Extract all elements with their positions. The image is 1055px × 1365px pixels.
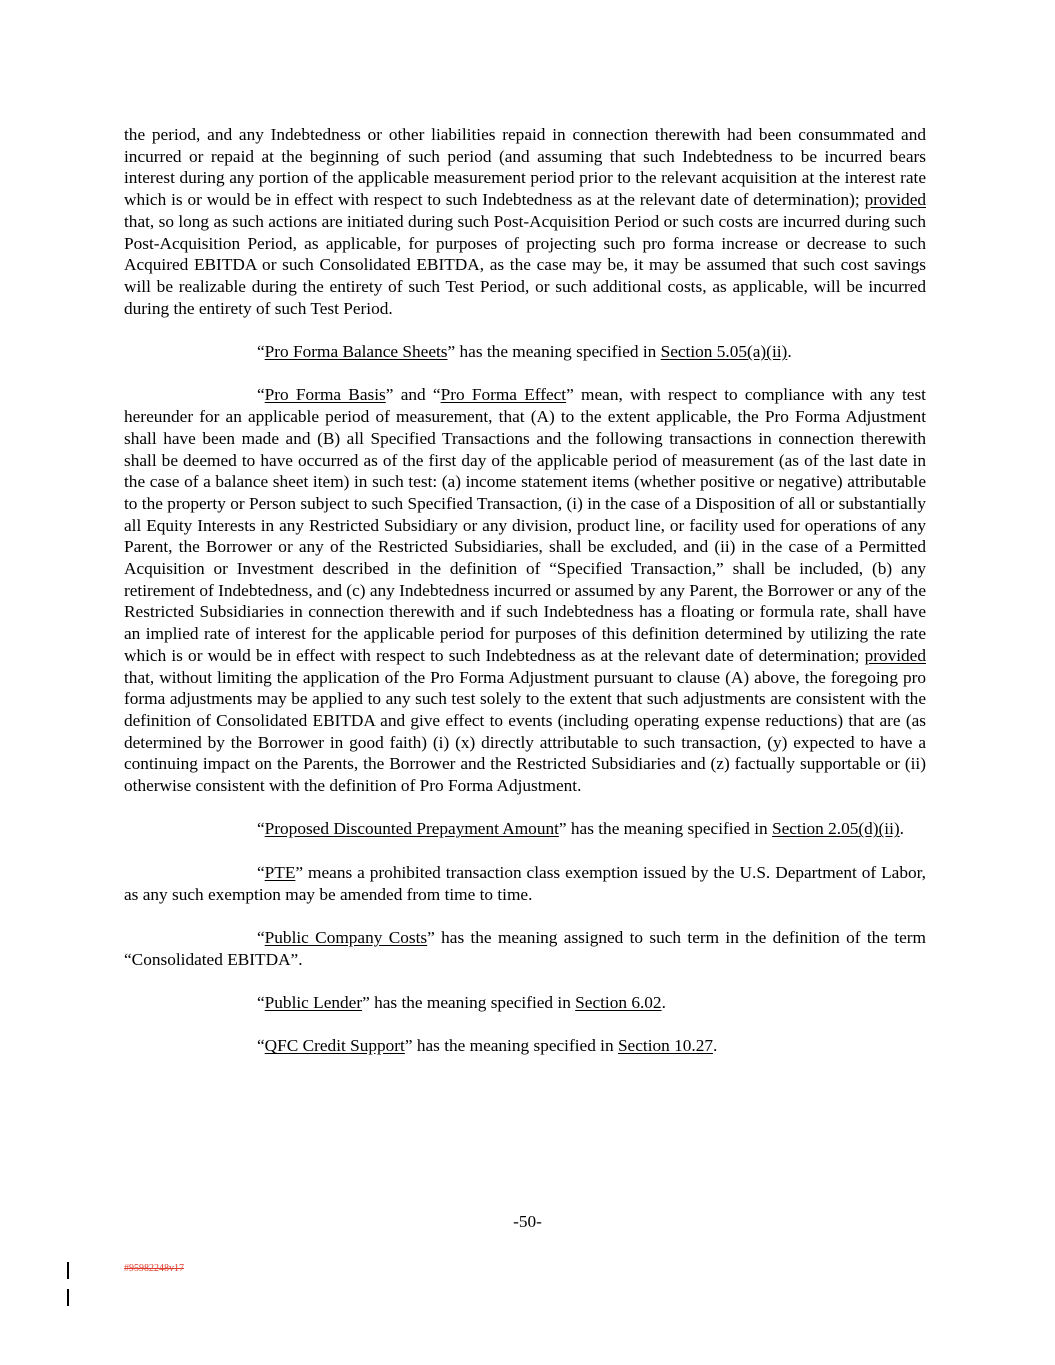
provided-term: provided [864, 190, 927, 210]
definition-public-company-costs: “Public Company Costs” has the meaning assigned to such term in the definition of the term “Consolidated EBITDA”. [124, 927, 926, 969]
defined-term: Pro Forma Balance Sheets [264, 342, 448, 362]
section-reference: Section 5.05(a)(ii) [660, 342, 788, 362]
paragraph-continuation: the period, and any Indebtedness or other liabilities repaid in connection therewith had been consummated and incurred or repaid at the beginning of such period (and assuming that such Indebtedness to be incurred bears interest during any portion of the applicable measurement period prior to the relevant acquisition at the interest rate which is or would be in effect with respect to such Indebtedness as at the relevant date of determination); provided that, so long as such actions are initiated during such Post-Acquisition Period or such costs are incurred during such Post-Acquisition Period, as applicable, for purposes of projecting such pro forma increase or decrease to such Acquired EBITDA or such Consolidated EBITDA, as the case may be, it may be assumed that such cost savings will be realizable during the entirety of such Test Period, or such additional costs, as applicable, will be incurred during the entirety of such Test Period. [124, 125, 927, 318]
defined-term: Public Company Costs [264, 927, 428, 947]
section-reference: Section 10.27 [617, 1036, 713, 1056]
definition-public-lender: “Public Lender” has the meaning specified in Section 6.02. [257, 993, 666, 1013]
page-number: -50- [513, 1212, 542, 1231]
document-id: #95982248v17 [124, 1263, 184, 1274]
provided-term: provided [864, 645, 926, 665]
section-reference: Section 6.02 [575, 993, 662, 1013]
change-bar [67, 1262, 69, 1279]
defined-term: Public Lender [264, 993, 363, 1013]
defined-term: Pro Forma Effect [440, 385, 567, 405]
section-reference: Section 2.05(d)(ii) [771, 819, 900, 839]
definition-qfc-credit-support: “QFC Credit Support” has the meaning specified in Section 10.27. [257, 1036, 718, 1056]
defined-term: QFC Credit Support [264, 1036, 405, 1056]
definition-proposed-discounted-prepayment-amount: “Proposed Discounted Prepayment Amount” has the meaning specified in Section 2.05(d)(ii). [257, 819, 904, 839]
definition-pte: “PTE” means a prohibited transaction class exemption issued by the U.S. Department of Labor, as any such exemption may be amended from time to time. [124, 862, 926, 904]
change-bar [67, 1289, 69, 1306]
defined-term: Proposed Discounted Prepayment Amount [264, 819, 559, 839]
definition-pro-forma-basis: “Pro Forma Basis” and “Pro Forma Effect” mean, with respect to compliance with any test hereunder for an applicable period of measurement, that (A) to the extent applicable, the Pro Forma Adjustment shall have been made and (B) all Specified Transactions and the following transactions in connection therewith shall be deemed to have occurred as of the first day of the applicable period of measurement (as of the last date in the case of a balance sheet item) in such test: (a) income statement items (whether positive or negative) attributable to the property or Person subject to such Specified Transaction, (i) in the case of a Disposition of all or substantially all Equity Interests in any Restricted Subsidiary or any division, product line, or facility used for operations of any Parent, the Borrower or any of the Restricted Subsidiaries, shall be excluded, and (ii) in the case of a Permitted Acquisition or Investment described in the definition of “Specified Transaction,” shall be included, (b) any retirement of Indebtedness, and (c) any Indebtedness incurred or assumed by any Parent, the Borrower or any of the Restricted Subsidiaries in connection therewith and if such Indebtedness has a floating or formula rate, shall have an implied rate of interest for the applicable period for purposes of this definition determined by utilizing the rate which is or would be in effect with respect to such Indebtedness as at the relevant date of determination; provided that, without limiting the application of the Pro Forma Adjustment pursuant to clause (A) above, the foregoing pro forma adjustments may be applied to any such test solely to the extent that such adjustments are consistent with the definition of Consolidated EBITDA and give effect to events (including operating expense reductions) that are (as determined by the Borrower in good faith) (i) (x) directly attributable to such transaction, (y) expected to have a continuing impact on the Parents, the Borrower and the Restricted Subsidiaries and (z) factually supportable or (ii) otherwise consistent with the definition of Pro Forma Adjustment. [124, 385, 926, 796]
document-page [124, 124, 926, 1079]
defined-term: PTE [264, 862, 296, 882]
defined-term: Pro Forma Basis [264, 385, 386, 405]
definition-pro-forma-balance-sheets: “Pro Forma Balance Sheets” has the meaning specified in Section 5.05(a)(ii). [257, 342, 792, 362]
